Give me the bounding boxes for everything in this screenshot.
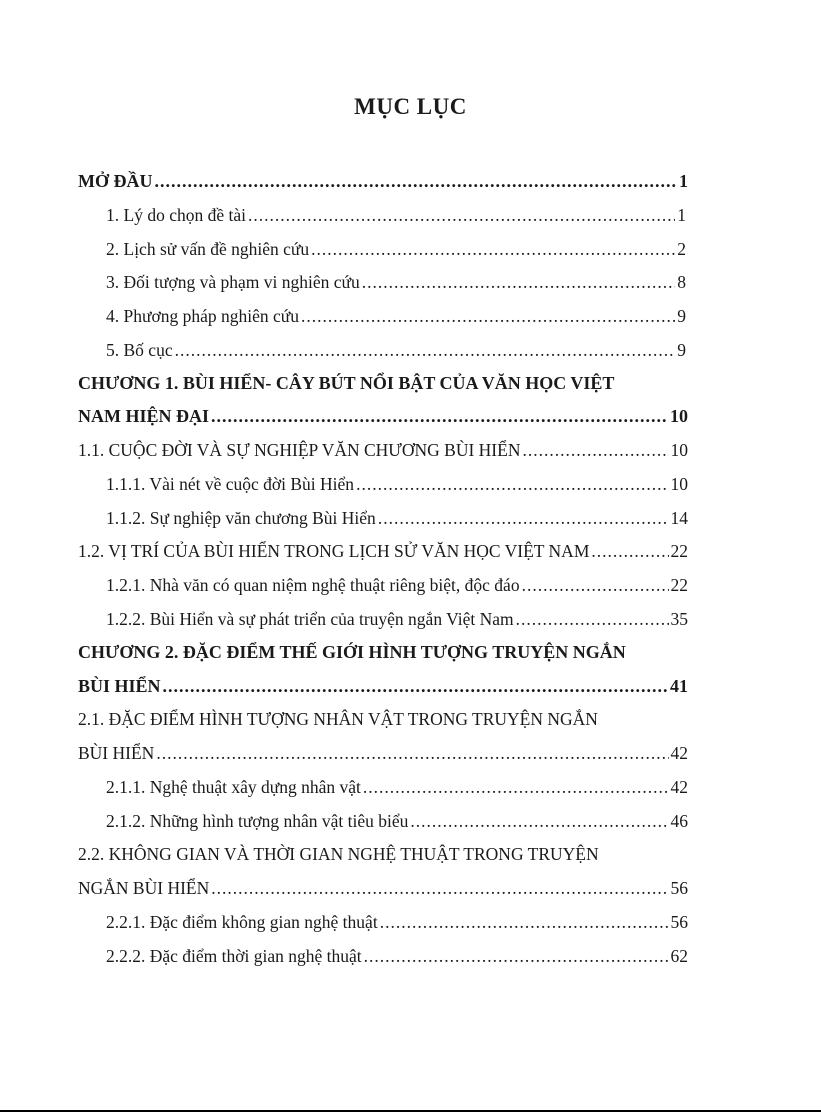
dot-leader bbox=[356, 473, 668, 495]
dot-leader bbox=[363, 776, 669, 798]
dot-leader bbox=[211, 877, 668, 899]
toc-entry-label: 1.2.2. Bùi Hiển và sự phát triển của truyện ngắn Việt Nam bbox=[106, 609, 514, 629]
toc-page-number: 14 bbox=[670, 508, 688, 528]
toc-page-number: 62 bbox=[670, 946, 688, 966]
toc-page-number: 42 bbox=[670, 777, 688, 797]
toc-page-number: 22 bbox=[670, 575, 688, 595]
dot-leader bbox=[301, 305, 675, 327]
dot-leader bbox=[311, 238, 675, 260]
dot-leader bbox=[522, 574, 669, 596]
toc-entry bbox=[78, 170, 688, 192]
dot-leader bbox=[378, 507, 669, 529]
toc-entry-label: 2.2.2. Đặc điểm thời gian nghệ thuật bbox=[106, 946, 362, 966]
dot-leader bbox=[163, 675, 668, 697]
toc-entry-label: 1.1. CUỘC ĐỜI VÀ SỰ NGHIỆP VĂN CHƯƠNG BÙI HIỂN bbox=[78, 440, 521, 460]
chapter-heading-line: CHƯƠNG 1. BÙI HIỂN- CÂY BÚT NỔI BẬT CỦA VĂN HỌC VIỆT bbox=[78, 373, 615, 393]
dot-leader bbox=[516, 608, 669, 630]
toc-entry bbox=[106, 945, 688, 967]
toc-entry-label: BÙI HIỂN bbox=[78, 676, 161, 696]
section-heading-line: 2.1. ĐẶC ĐIỂM HÌNH TƯỢNG NHÂN VẬT TRONG TRUYỆN NGẮN bbox=[78, 709, 598, 729]
toc-page-number: 10 bbox=[670, 474, 688, 494]
toc-entry bbox=[78, 439, 688, 461]
page-bottom-border bbox=[0, 1110, 821, 1112]
toc-entry-label: NAM HIỆN ĐẠI bbox=[78, 406, 210, 426]
dot-leader bbox=[380, 911, 669, 933]
toc-entry-label: 2.1.2. Những hình tượng nhân vật tiêu biểu bbox=[106, 811, 409, 831]
toc-entry bbox=[106, 776, 688, 798]
dot-leader bbox=[211, 405, 668, 427]
toc-entry bbox=[106, 810, 688, 832]
toc-entry bbox=[78, 742, 688, 764]
toc-entry bbox=[106, 271, 686, 293]
dot-leader bbox=[362, 271, 676, 293]
toc-entry bbox=[78, 540, 688, 562]
toc-page-number: 10 bbox=[670, 440, 688, 460]
toc-entry-label: 2.2.1. Đặc điểm không gian nghệ thuật bbox=[106, 912, 378, 932]
toc-entry bbox=[106, 608, 688, 630]
toc-entry bbox=[106, 473, 688, 495]
toc-entry-label: 2.1.1. Nghệ thuật xây dựng nhân vật bbox=[106, 777, 361, 797]
toc-entry bbox=[106, 204, 686, 226]
dot-leader bbox=[155, 170, 678, 192]
toc-page-number: 56 bbox=[670, 878, 688, 898]
toc-entry bbox=[78, 675, 688, 697]
toc-entry-label: BÙI HIỂN bbox=[78, 743, 155, 763]
toc-entry bbox=[106, 339, 686, 361]
toc-entry bbox=[106, 507, 688, 529]
toc-page-number: 35 bbox=[670, 609, 688, 629]
dot-leader bbox=[591, 540, 668, 562]
toc-page-number: 41 bbox=[670, 676, 688, 696]
toc-entry-label: 5. Bố cục bbox=[106, 340, 173, 360]
dot-leader bbox=[522, 439, 668, 461]
toc-page-number: 22 bbox=[670, 541, 688, 561]
dot-leader bbox=[175, 339, 676, 361]
toc-entry-label: 1.2.1. Nhà văn có quan niệm nghệ thuật riêng biệt, độc đáo bbox=[106, 575, 520, 595]
section-heading-line: 2.2. KHÔNG GIAN VÀ THỜI GIAN NGHỆ THUẬT TRONG TRUYỆN bbox=[78, 844, 599, 864]
toc-page-number: 1 bbox=[679, 171, 688, 191]
dot-leader bbox=[364, 945, 669, 967]
toc-entry-label: 4. Phương pháp nghiên cứu bbox=[106, 306, 299, 326]
toc-entry-label: 1. Lý do chọn đề tài bbox=[106, 205, 246, 225]
toc-page-number: 42 bbox=[670, 743, 688, 763]
toc-entry bbox=[78, 877, 688, 899]
toc-entry bbox=[106, 238, 686, 260]
toc-page-number: 10 bbox=[670, 406, 688, 426]
toc-entry-label: 1.1.2. Sự nghiệp văn chương Bùi Hiển bbox=[106, 508, 376, 528]
toc-page-number: 8 bbox=[677, 272, 686, 292]
toc-entry bbox=[106, 305, 686, 327]
toc-entry bbox=[106, 911, 688, 933]
toc-entry bbox=[78, 405, 688, 427]
toc-page-number: 56 bbox=[670, 912, 688, 932]
toc-page-number: 46 bbox=[670, 811, 688, 831]
toc-page-number: 1 bbox=[677, 205, 686, 225]
dot-leader bbox=[248, 204, 675, 226]
dot-leader bbox=[410, 810, 668, 832]
toc-entry-label: 2. Lịch sử vấn đề nghiên cứu bbox=[106, 239, 310, 259]
toc-entry-label: 3. Đối tượng và phạm vi nghiên cứu bbox=[106, 272, 360, 292]
toc-entry-label: 1.2. VỊ TRÍ CỦA BÙI HIỂN TRONG LỊCH SỬ VĂN HỌC VIỆT NAM bbox=[78, 541, 590, 561]
toc-page-number: 2 bbox=[677, 239, 686, 259]
toc-entry-label: 1.1.1. Vài nét về cuộc đời Bùi Hiển bbox=[106, 474, 355, 494]
toc-page-number: 9 bbox=[677, 340, 686, 360]
toc-entry-label: MỞ ĐẦU bbox=[78, 171, 153, 191]
toc-entry bbox=[106, 574, 688, 596]
chapter-heading-line: CHƯƠNG 2. ĐẶC ĐIỂM THẾ GIỚI HÌNH TƯỢNG TRUYỆN NGẮN bbox=[78, 642, 626, 662]
toc-entry-label: NGẮN BÙI HIỂN bbox=[78, 878, 210, 898]
dot-leader bbox=[156, 742, 668, 764]
toc-page-number: 9 bbox=[677, 306, 686, 326]
page-title: MỤC LỤC bbox=[354, 94, 467, 119]
